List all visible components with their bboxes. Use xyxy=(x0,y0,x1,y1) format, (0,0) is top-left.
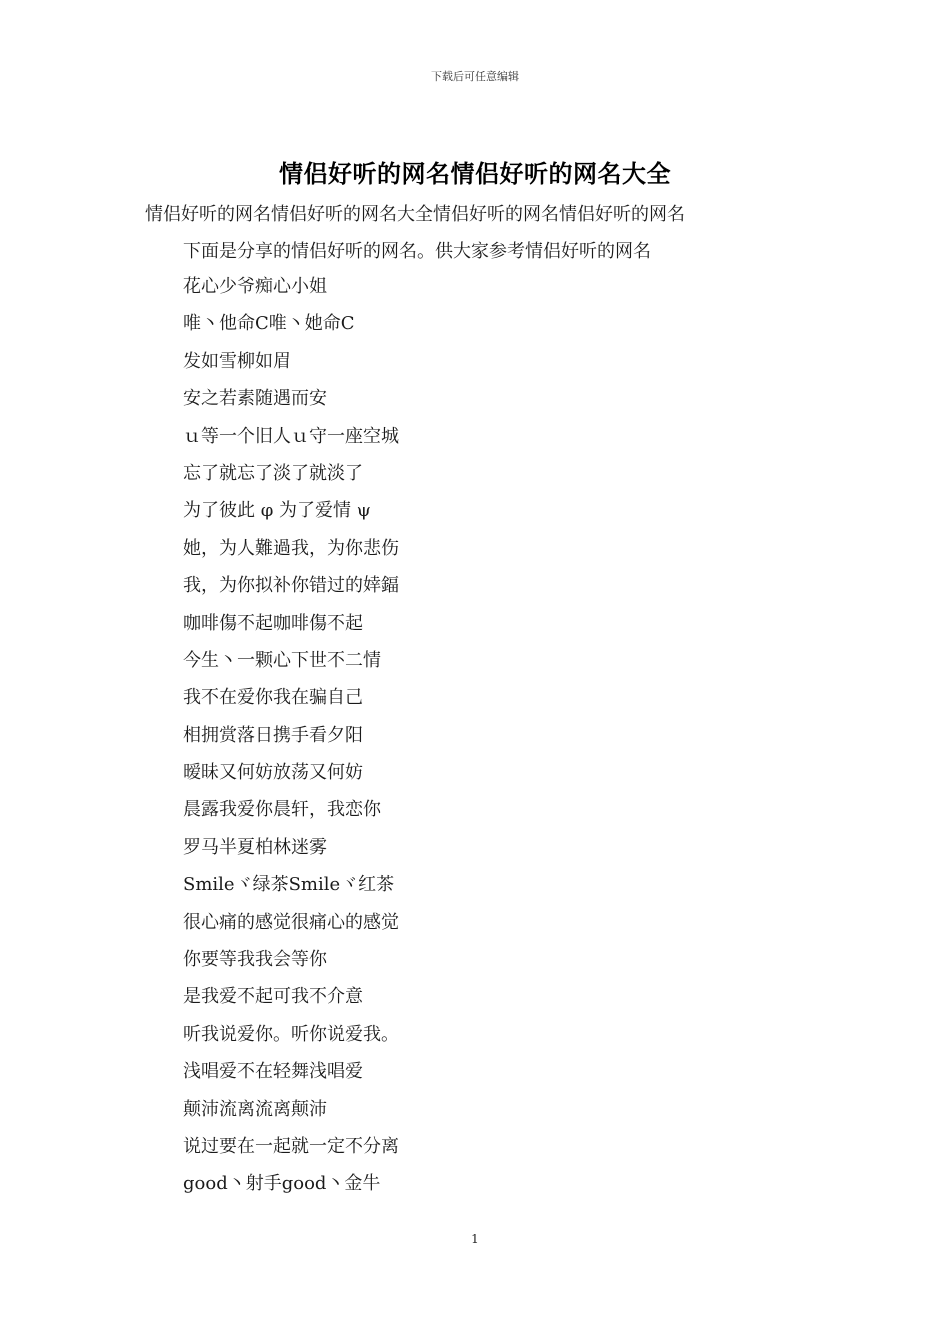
list-item: ｕ等一个旧人ｕ守一座空城 xyxy=(183,425,399,447)
list-item: 暧昧又何妨放荡又何妨 xyxy=(183,762,363,784)
list-item: 罗马半夏柏林迷雾 xyxy=(183,836,327,858)
list-item: 很心痛的感觉很痛心的感觉 xyxy=(183,911,399,933)
list-item: 相拥赏落日携手看夕阳 xyxy=(183,724,363,746)
document-title: 情侣好听的网名情侣好听的网名大全 xyxy=(279,159,671,188)
intro-paragraph: 下面是分享的情侣好听的网名。供大家参考情侣好听的网名 xyxy=(183,241,651,262)
list-item: 她，为人難過我，为你悲伤 xyxy=(183,537,399,559)
document-subtitle: 情侣好听的网名情侣好听的网名大全情侣好听的网名情侣好听的网名 xyxy=(145,204,685,225)
list-item: Smileヾ绿茶Smileヾ红茶 xyxy=(183,874,395,896)
list-item: 我不在爱你我在骗自己 xyxy=(183,687,363,709)
list-item: 我，为你拟补你错过的婞鍢 xyxy=(183,575,399,597)
page-number: 1 xyxy=(471,1232,479,1246)
list-item: 发如雪柳如眉 xyxy=(183,350,291,372)
list-item: 为了彼此 φ 为了爱情 ψ xyxy=(183,500,371,522)
list-item: 你要等我我会等你 xyxy=(183,949,327,971)
list-item: 忘了就忘了淡了就淡了 xyxy=(183,462,363,484)
list-item: 浅唱爱不在轻舞浅唱爱 xyxy=(183,1061,363,1083)
list-item: 花心少爷痴心小姐 xyxy=(183,276,327,297)
list-item: 咖啡傷不起咖啡傷不起 xyxy=(183,612,363,634)
list-item: 说过要在一起就一定不分离 xyxy=(183,1135,399,1157)
name-list xyxy=(183,274,399,1209)
list-item: 晨露我爱你晨轩，我恋你 xyxy=(183,799,381,821)
list-item: good丶射手good丶金牛 xyxy=(183,1173,381,1195)
page-header: 下载后可任意编辑 xyxy=(431,70,519,83)
list-item: 是我爱不起可我不介意 xyxy=(183,986,363,1008)
list-item: 颠沛流离流离颠沛 xyxy=(183,1098,327,1120)
list-item: 唯丶他命C唯丶她命C xyxy=(183,313,355,335)
list-item: 今生丶一颗心下世不二情 xyxy=(183,649,381,671)
list-item: 安之若素随遇而安 xyxy=(183,388,327,410)
list-item: 听我说爱你。听你说爱我。 xyxy=(183,1023,399,1045)
